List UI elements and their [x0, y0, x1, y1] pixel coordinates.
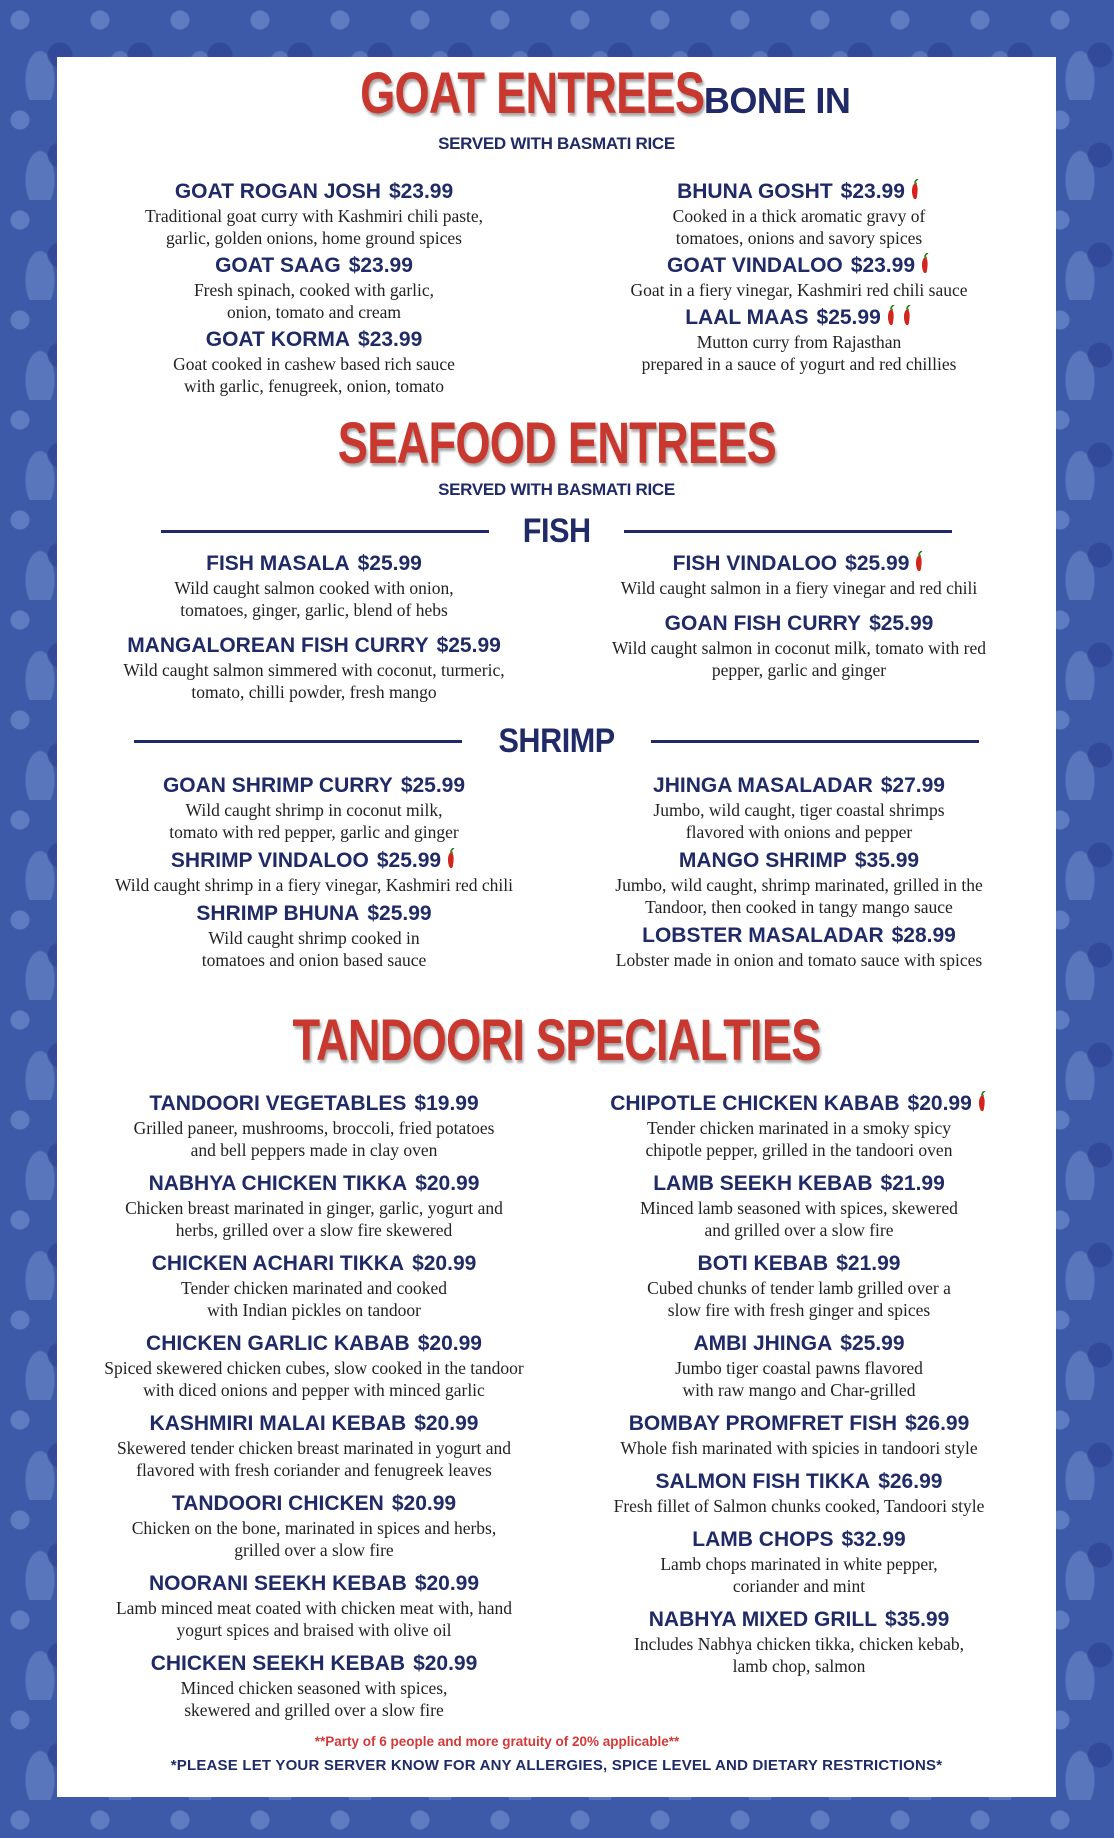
shrimp-left-column	[79, 773, 549, 971]
menu-item-title	[79, 1571, 549, 1597]
menu-item-name: GOAN FISH CURRY	[664, 612, 862, 635]
fish-subheader	[57, 512, 1056, 551]
chili-pepper-icon	[445, 848, 457, 870]
menu-item-price: $25.99	[436, 634, 501, 657]
menu-item-description: tomatoes, onions and savory spices	[675, 228, 923, 248]
menu-item-description: onion, tomato and cream	[227, 302, 401, 322]
menu-item-title	[79, 1651, 549, 1677]
menu-item-kashmiri-malai-kebab	[79, 1411, 549, 1481]
menu-item-name: GOAT VINDALOO	[666, 254, 843, 277]
menu-item-price: $25.99	[357, 552, 422, 575]
menu-item-noorani-seekh-kebab	[79, 1571, 549, 1641]
menu-item-price: $21.99	[880, 1172, 945, 1195]
menu-item-name: SHRIMP BHUNA	[196, 902, 360, 925]
menu-item-description: yogurt spices and braised with olive oil	[176, 1620, 452, 1640]
menu-item-name: CHIPOTLE CHICKEN KABAB	[610, 1092, 900, 1115]
menu-item-description: skewered and grilled over a slow fire	[184, 1700, 444, 1720]
menu-item-description: Goat cooked in cashew based rich sauce	[173, 354, 455, 374]
menu-item-title	[564, 611, 1034, 637]
menu-item-description: garlic, golden onions, home ground spices	[166, 228, 462, 248]
menu-item-title	[564, 848, 1034, 874]
menu-item-goat-saag	[79, 253, 549, 323]
fish-right-column	[564, 551, 1034, 703]
menu-item-name: NABHYA MIXED GRILL	[648, 1608, 878, 1631]
menu-item-name: FISH VINDALOO	[672, 552, 838, 575]
menu-item-ambi-jhinga	[564, 1331, 1034, 1401]
menu-item-price: $20.99	[415, 1172, 480, 1195]
menu-item-boti-kebab	[564, 1251, 1034, 1321]
menu-item-description: Chicken on the bone, marinated in spices and herbs,	[131, 1518, 497, 1538]
menu-item-title	[564, 1527, 1034, 1553]
menu-item-title	[79, 633, 549, 659]
chili-pepper-icon	[919, 253, 931, 275]
tandoori-left-column	[79, 1091, 549, 1721]
menu-item-description: pepper, garlic and ginger	[711, 660, 887, 680]
menu-item-name: GOAT KORMA	[205, 328, 351, 351]
menu-item-name: MANGALOREAN FISH CURRY	[127, 634, 429, 657]
menu-item-price: $26.99	[878, 1470, 943, 1493]
menu-item-description: flavored with onions and pepper	[685, 822, 913, 842]
menu-item-price: $27.99	[880, 774, 945, 797]
menu-item-price: $23.99	[840, 180, 905, 203]
menu-item-chicken-seekh-kebab	[79, 1651, 549, 1721]
menu-item-price: $25.99	[845, 552, 910, 575]
menu-item-name: BOMBAY PROMFRET FISH	[628, 1412, 898, 1435]
menu-item-description: Cubed chunks of tender lamb grilled over a	[647, 1278, 951, 1298]
seafood-section-header	[57, 411, 1056, 476]
menu-item-title	[79, 1171, 549, 1197]
menu-item-shrimp-vindaloo	[79, 848, 549, 896]
menu-item-description: grilled over a slow fire	[234, 1540, 394, 1560]
menu-item-price: $25.99	[816, 306, 881, 329]
menu-item-bhuna-gosht	[564, 179, 1034, 249]
menu-item-price: $23.99	[358, 328, 423, 351]
menu-item-description: with Indian pickles on tandoor	[207, 1300, 421, 1320]
menu-item-title	[79, 1411, 549, 1437]
menu-item-name: TANDOORI VEGETABLES	[149, 1092, 407, 1115]
menu-item-chicken-garlic-kabab	[79, 1331, 549, 1401]
menu-item-shrimp-bhuna	[79, 901, 549, 971]
menu-item-title	[564, 773, 1034, 799]
menu-item-price: $20.99	[414, 1572, 480, 1595]
menu-item-nabhya-chicken-tikka	[79, 1171, 549, 1241]
menu-item-name: LAMB CHOPS	[692, 1528, 834, 1551]
menu-item-name: BHUNA GOSHT	[677, 180, 833, 203]
menu-item-description: slow fire with fresh ginger and spices	[667, 1300, 931, 1320]
menu-item-name: GOAN SHRIMP CURRY	[162, 774, 393, 797]
menu-item-price: $25.99	[400, 774, 466, 797]
menu-item-fish-vindaloo	[564, 551, 1034, 599]
menu-item-description: Mutton curry from Rajasthan	[696, 332, 902, 352]
shrimp-rule-right	[651, 740, 979, 743]
menu-item-description: flavored with fresh coriander and fenugreek leaves	[136, 1460, 492, 1480]
menu-item-price: $25.99	[869, 612, 934, 635]
menu-item-tandoori-chicken	[79, 1491, 549, 1561]
menu-item-goat-korma	[79, 327, 549, 397]
menu-item-salmon-fish-tikka	[564, 1469, 1034, 1517]
tandoori-items	[79, 1091, 1034, 1721]
menu-item-goan-fish-curry	[564, 611, 1034, 681]
menu-item-title	[79, 327, 549, 353]
seafood-section-title: SEAFOOD ENTREES	[337, 411, 776, 476]
menu-item-description: Chicken breast marinated in ginger, garlic, yogurt and	[125, 1198, 503, 1218]
menu-item-title	[79, 1491, 549, 1517]
tandoori-section-header	[57, 1008, 1056, 1073]
menu-item-description: Minced chicken seasoned with spices,	[180, 1678, 448, 1698]
menu-item-description: Jumbo, wild caught, tiger coastal shrimps	[653, 800, 945, 820]
menu-item-name: CHICKEN ACHARI TIKKA	[151, 1252, 405, 1275]
menu-item-description: prepared in a sauce of yogurt and red chillies	[641, 354, 957, 374]
menu-item-goat-vindaloo	[564, 253, 1034, 301]
menu-item-description: Traditional goat curry with Kashmiri chili paste,	[144, 206, 484, 226]
fish-rule-right	[624, 530, 952, 533]
shrimp-subheader	[57, 722, 1056, 761]
menu-item-description: chipotle pepper, grilled in the tandoori oven	[645, 1140, 953, 1160]
menu-item-name: JHINGA MASALADAR	[653, 774, 873, 797]
menu-item-description: Spiced skewered chicken cubes, slow cooked in the tandoor	[104, 1358, 524, 1378]
menu-item-nabhya-mixed-grill	[564, 1607, 1034, 1677]
menu-item-lamb-chops	[564, 1527, 1034, 1597]
goat-bone-in-tag: BONE IN	[703, 80, 851, 121]
menu-item-price: $23.99	[348, 254, 413, 277]
menu-item-title	[79, 1251, 549, 1277]
goat-items	[79, 179, 1034, 397]
seafood-served-with: SERVED WITH BASMATI RICE	[438, 480, 675, 499]
menu-item-price: $25.99	[840, 1332, 905, 1355]
menu-item-name: LAAL MAAS	[685, 306, 809, 329]
menu-item-price: $28.99	[891, 924, 956, 947]
goat-section-header	[57, 61, 1056, 126]
menu-item-title	[564, 1091, 1034, 1117]
menu-item-description: Fresh spinach, cooked with garlic,	[193, 280, 435, 300]
menu-item-title	[79, 551, 549, 577]
chili-pepper-icon	[913, 551, 925, 573]
menu-item-price: $19.99	[414, 1092, 479, 1115]
menu-item-price: $20.99	[414, 1412, 479, 1435]
menu-item-jhinga-masaladar	[564, 773, 1034, 843]
menu-item-price: $35.99	[885, 1608, 950, 1631]
menu-card	[57, 57, 1056, 1797]
menu-item-description: tomato, chilli powder, fresh mango	[191, 682, 437, 702]
menu-item-name: KASHMIRI MALAI KEBAB	[149, 1412, 407, 1435]
menu-item-description: Wild caught shrimp cooked in	[208, 928, 420, 948]
fish-items	[79, 551, 1034, 703]
menu-item-title	[564, 1469, 1034, 1495]
menu-item-title	[79, 253, 549, 279]
menu-item-lamb-seekh-kebab	[564, 1171, 1034, 1241]
menu-item-title	[79, 1091, 549, 1117]
chili-pepper-icon	[885, 305, 897, 327]
menu-item-price: $25.99	[367, 902, 432, 925]
menu-item-name: GOAT ROGAN JOSH	[174, 180, 381, 203]
menu-item-description: with diced onions and pepper with minced garlic	[143, 1380, 485, 1400]
menu-item-description: Wild caught salmon simmered with coconut, turmeric,	[123, 660, 505, 680]
menu-item-price: $35.99	[854, 849, 920, 872]
menu-item-description: Skewered tender chicken breast marinated in yogurt and	[116, 1438, 512, 1458]
gratuity-notice: **Party of 6 people and more gratuity of 20% applicable**	[302, 1728, 692, 1756]
menu-item-description: Whole fish marinated with spicies in tandoori style	[620, 1438, 978, 1458]
shrimp-right-column	[564, 773, 1034, 971]
goat-section-title: GOAT ENTREES	[359, 61, 704, 126]
menu-item-description: and grilled over a slow fire	[704, 1220, 894, 1240]
menu-item-description: and bell peppers made in clay oven	[190, 1140, 438, 1160]
menu-item-title	[564, 551, 1034, 577]
menu-item-chipotle-chicken-kabab	[564, 1091, 1034, 1161]
menu-item-description: Wild caught salmon in coconut milk, tomato with red	[611, 638, 987, 658]
menu-item-price: $21.99	[836, 1252, 901, 1275]
menu-item-description: Fresh fillet of Salmon chunks cooked, Tandoori style	[613, 1496, 985, 1516]
menu-item-price: $32.99	[841, 1528, 906, 1551]
menu-item-title	[564, 305, 1034, 331]
menu-item-name: NABHYA CHICKEN TIKKA	[148, 1172, 408, 1195]
menu-item-price: $26.99	[905, 1412, 970, 1435]
shrimp-label: SHRIMP	[498, 722, 615, 760]
menu-item-title	[564, 923, 1034, 949]
menu-item-description: with garlic, fenugreek, onion, tomato	[184, 376, 444, 396]
menu-item-name: AMBI JHINGA	[693, 1332, 833, 1355]
menu-item-description: Cooked in a thick aromatic gravy of	[672, 206, 926, 226]
menu-item-mangalorean-fish-curry	[79, 633, 549, 703]
menu-item-description: Lamb minced meat coated with chicken meat with, hand	[115, 1598, 513, 1618]
menu-item-title	[564, 1331, 1034, 1357]
menu-item-name: BOTI KEBAB	[697, 1252, 829, 1275]
menu-item-description: tomatoes and onion based sauce	[201, 950, 427, 970]
menu-item-name: TANDOORI CHICKEN	[171, 1492, 384, 1515]
menu-item-description: Tender chicken marinated and cooked	[180, 1278, 447, 1298]
menu-item-title	[79, 901, 549, 927]
menu-item-title	[79, 773, 549, 799]
menu-item-goat-rogan-josh	[79, 179, 549, 249]
tandoori-section-title: TANDOORI SPECIALTIES	[292, 1008, 821, 1073]
menu-item-name: CHICKEN GARLIC KABAB	[146, 1332, 410, 1355]
menu-item-description: Grilled paneer, mushrooms, broccoli, fried potatoes	[133, 1118, 495, 1138]
menu-item-description: tomato with red pepper, garlic and ginger	[169, 822, 459, 842]
fish-rule-left	[161, 530, 489, 533]
menu-item-description: Wild caught shrimp in coconut milk,	[185, 800, 443, 820]
menu-item-title	[564, 253, 1034, 279]
menu-item-price: $23.99	[850, 254, 915, 277]
fish-left-column	[79, 551, 549, 703]
goat-left-column	[79, 179, 549, 397]
menu-item-description: Wild caught shrimp in a fiery vinegar, Kashmiri red chili	[114, 875, 514, 895]
menu-item-name: NOORANI SEEKH KEBAB	[148, 1572, 407, 1595]
menu-item-description: Jumbo, wild caught, shrimp marinated, grilled in the	[615, 875, 983, 895]
fish-label: FISH	[522, 512, 591, 550]
chili-pepper-icon	[909, 179, 921, 201]
menu-item-description: Minced lamb seasoned with spices, skewered	[640, 1198, 958, 1218]
menu-item-name: LOBSTER MASALADAR	[642, 924, 884, 947]
menu-item-goan-shrimp-curry	[79, 773, 549, 843]
menu-item-description: Jumbo tiger coastal pawns flavored	[675, 1358, 923, 1378]
menu-item-description: Wild caught salmon cooked with onion,	[174, 578, 454, 598]
menu-item-bombay-promfret-fish	[564, 1411, 1034, 1459]
shrimp-items	[79, 773, 1034, 971]
menu-item-tandoori-vegetables	[79, 1091, 549, 1161]
menu-item-price: $20.99	[907, 1092, 972, 1115]
menu-item-description: Tandoor, then cooked in tangy mango sauce	[645, 897, 953, 917]
tandoori-right-column	[564, 1091, 1034, 1721]
allergy-notice: *PLEASE LET YOUR SERVER KNOW FOR ANY ALLERGIES, SPICE LEVEL AND DIETARY RESTRICTIONS*	[170, 1757, 943, 1774]
menu-item-laal-maas	[564, 305, 1034, 375]
chili-pepper-icon	[976, 1091, 988, 1113]
menu-item-price: $20.99	[412, 1252, 477, 1275]
menu-item-description: Includes Nabhya chicken tikka, chicken kebab,	[634, 1634, 964, 1654]
menu-item-chicken-achari-tikka	[79, 1251, 549, 1321]
menu-item-name: GOAT SAAG	[215, 254, 341, 277]
shrimp-rule-left	[134, 740, 462, 743]
menu-item-price: $23.99	[388, 180, 454, 203]
menu-item-name: SHRIMP VINDALOO	[170, 849, 369, 872]
chili-pepper-icon	[901, 305, 913, 327]
menu-item-name: LAMB SEEKH KEBAB	[653, 1172, 873, 1195]
menu-item-title	[564, 1171, 1034, 1197]
menu-item-description: Wild caught salmon in a fiery vinegar and red chili	[620, 578, 978, 598]
menu-item-description: Tender chicken marinated in a smoky spicy	[647, 1118, 951, 1138]
menu-item-price: $20.99	[417, 1332, 482, 1355]
menu-item-price: $20.99	[413, 1652, 478, 1675]
menu-item-description: with raw mango and Char-grilled	[682, 1380, 916, 1400]
menu-item-price: $20.99	[391, 1492, 457, 1515]
menu-item-price: $25.99	[376, 849, 442, 872]
menu-item-title	[79, 1331, 549, 1357]
menu-item-description: lamb chop, salmon	[732, 1656, 866, 1676]
menu-item-name: MANGO SHRIMP	[678, 849, 847, 872]
menu-item-title	[564, 1251, 1034, 1277]
menu-item-title	[564, 1411, 1034, 1437]
menu-item-fish-masala	[79, 551, 549, 621]
menu-item-name: FISH MASALA	[206, 552, 350, 575]
menu-item-mango-shrimp	[564, 848, 1034, 918]
menu-item-title	[564, 179, 1034, 205]
goat-right-column	[564, 179, 1034, 397]
menu-item-description: herbs, grilled over a slow fire skewered	[175, 1220, 453, 1240]
menu-item-title	[564, 1607, 1034, 1633]
menu-item-description: Lamb chops marinated in white pepper,	[660, 1554, 938, 1574]
menu-item-name: CHICKEN SEEKH KEBAB	[150, 1652, 406, 1675]
menu-item-title	[79, 848, 549, 874]
menu-item-description: Lobster made in onion and tomato sauce with spices	[615, 950, 983, 970]
menu-item-description: Goat in a fiery vinegar, Kashmiri red chili sauce	[630, 280, 968, 300]
menu-item-lobster-masaladar	[564, 923, 1034, 971]
menu-item-description: tomatoes, ginger, garlic, blend of hebs	[180, 600, 448, 620]
menu-item-description: coriander and mint	[732, 1576, 866, 1596]
goat-served-with: SERVED WITH BASMATI RICE	[438, 134, 675, 153]
menu-item-name: SALMON FISH TIKKA	[655, 1470, 871, 1493]
menu-item-title	[79, 179, 549, 205]
